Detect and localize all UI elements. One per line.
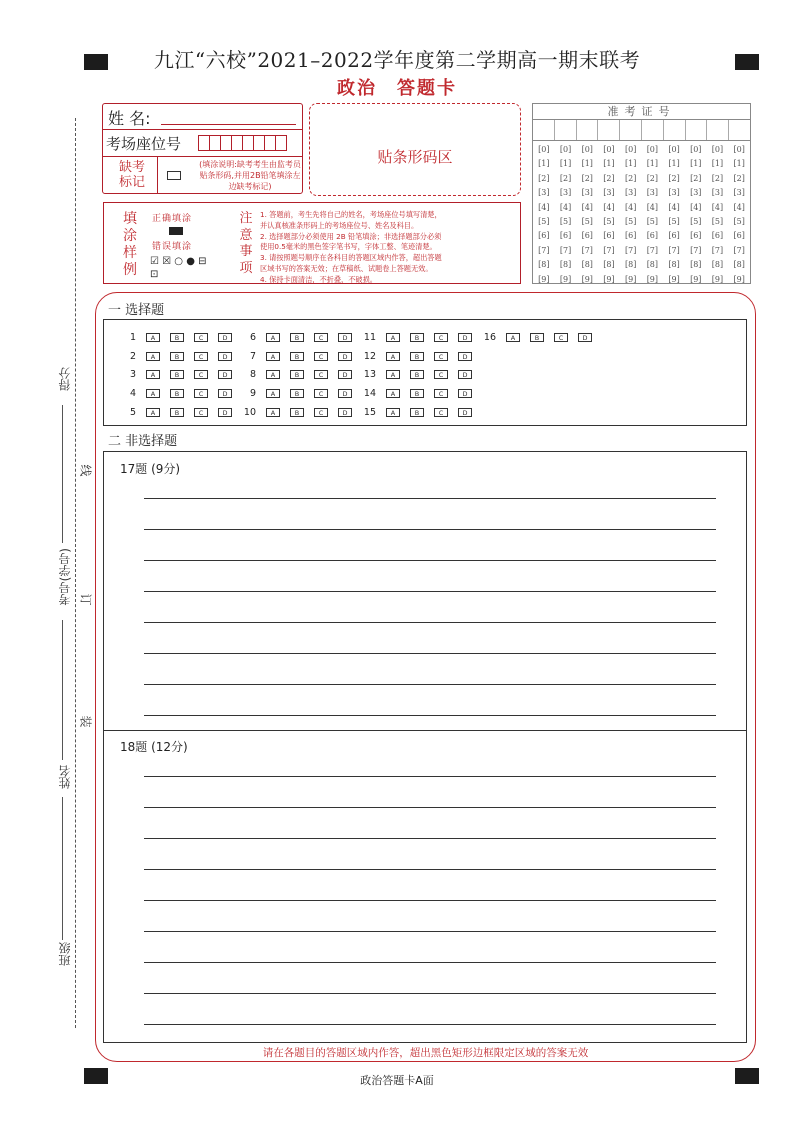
admission-digit-bubble[interactable]: [5] [581, 216, 593, 226]
option-bubble-a[interactable]: A [266, 333, 280, 342]
answer-line[interactable] [144, 776, 716, 777]
admission-digit-bubble[interactable]: [2] [624, 173, 637, 183]
question-number: 1 [129, 332, 136, 343]
option-bubble-d[interactable]: D [458, 408, 472, 417]
option-bubble-b[interactable]: B [410, 370, 424, 379]
admission-digit-bubble[interactable]: [2] [538, 173, 550, 183]
option-bubble-c[interactable]: C [314, 352, 328, 361]
admission-digit-bubble[interactable]: [8] [711, 260, 724, 270]
admission-column [598, 141, 620, 287]
answer-line[interactable] [144, 715, 716, 716]
option-bubble-b[interactable]: B [170, 370, 184, 379]
question-number: 6 [249, 332, 256, 343]
free-section-title: 二 非选择题 [108, 434, 178, 449]
answer-area-warning: 请在各题目的答题区域内作答，超出黑色矩形边框限定区域的答案无效 [262, 1047, 589, 1059]
answer-line[interactable] [144, 498, 716, 499]
admission-digit-bubble[interactable]: [5] [538, 216, 550, 226]
admission-digit-bubble[interactable]: [0] [581, 145, 593, 154]
admission-header: 准考证号 [533, 104, 750, 120]
admission-digit-bubble[interactable]: [2] [711, 173, 724, 183]
option-bubble-d[interactable]: D [458, 389, 472, 398]
admission-entry-cell[interactable] [686, 120, 708, 140]
question-number: 9 [249, 388, 256, 399]
admission-digit-bubble[interactable]: [6] [668, 231, 680, 241]
admission-digit-bubble[interactable]: [5] [603, 216, 615, 226]
option-bubble-c[interactable]: C [314, 370, 328, 379]
answer-line[interactable] [144, 529, 716, 530]
option-bubble-b[interactable]: B [530, 333, 544, 342]
admission-digit-bubble[interactable]: [0] [624, 145, 637, 154]
absent-label: 缺考标记 [118, 160, 145, 190]
fill-instructions [103, 202, 521, 284]
wrong-fill-samples: ☑ ☒ ○ ● ⊟ ⊡ [150, 256, 207, 280]
binding-name-label: 姓名 [58, 765, 72, 789]
admission-entry-cell[interactable] [642, 120, 664, 140]
option-bubble-c[interactable]: C [194, 352, 208, 361]
seal-char-bind: 订 [78, 593, 93, 606]
admission-entry-cell[interactable] [555, 120, 577, 140]
question-divider [104, 730, 746, 731]
admission-digit-bubble[interactable]: [9] [538, 274, 550, 284]
option-bubble-a[interactable]: A [146, 389, 160, 398]
admission-digit-bubble[interactable]: [0] [538, 145, 550, 154]
note-line: 使用0.5毫米的黑色签字笔书写，字体工整、笔迹清楚。 [260, 242, 437, 252]
option-bubble-d[interactable]: D [218, 389, 232, 398]
admission-digit-bubble[interactable]: [1] [603, 159, 615, 169]
admission-digit-bubble[interactable]: [4] [559, 202, 572, 212]
admission-digit-bubble[interactable]: [7] [538, 245, 550, 255]
class-label: 班级 [58, 942, 72, 966]
admission-digit-bubble[interactable]: [6] [581, 231, 593, 241]
option-bubble-d[interactable]: D [338, 408, 352, 417]
admission-digit-bubble[interactable]: [0] [668, 145, 680, 154]
question-number: 14 [363, 388, 376, 399]
admission-digit-bubble[interactable]: [1] [559, 159, 572, 169]
admission-entry-cell[interactable] [620, 120, 642, 140]
admission-digit-bubble[interactable]: [2] [559, 173, 572, 183]
answer-line[interactable] [144, 653, 716, 654]
admission-entry-row[interactable] [533, 120, 750, 140]
admission-digit-bubble[interactable]: [1] [581, 159, 593, 169]
admission-digit-bubble[interactable]: [4] [668, 202, 680, 212]
answer-line[interactable] [144, 622, 716, 623]
admission-digit-bubble[interactable]: [4] [538, 202, 550, 212]
admission-bubble-columns [533, 140, 750, 287]
admission-digit-bubble[interactable]: [4] [624, 202, 637, 212]
admission-digit-bubble[interactable]: [7] [646, 245, 659, 255]
admission-digit-bubble[interactable]: [9] [624, 274, 637, 284]
option-bubble-a[interactable]: A [146, 408, 160, 417]
option-bubble-d[interactable]: D [578, 333, 592, 342]
choice-section-title: 一 选择题 [108, 303, 165, 318]
admission-digit-bubble[interactable]: [2] [603, 173, 615, 183]
admission-digit-bubble[interactable]: [3] [581, 188, 593, 198]
option-bubble-a[interactable]: A [386, 352, 400, 361]
option-bubble-c[interactable]: C [314, 333, 328, 342]
admission-digit-bubble[interactable]: [5] [733, 216, 745, 226]
admission-digit-bubble[interactable]: [1] [624, 159, 637, 169]
seal-char-seal: 装 [78, 715, 93, 728]
name-field[interactable] [161, 124, 296, 125]
admission-digit-bubble[interactable]: [2] [668, 173, 680, 183]
notes-list [260, 210, 518, 286]
free-question-label: 17题 (9分) [120, 462, 181, 476]
admission-digit-bubble[interactable]: [2] [690, 173, 702, 183]
notes-tag: 注意事项 [239, 211, 253, 276]
page-caption: 政治答题卡A面 [360, 1074, 434, 1087]
student-info-box [102, 103, 303, 194]
admission-entry-cell[interactable] [729, 120, 750, 140]
admission-digit-bubble[interactable]: [9] [733, 274, 745, 284]
admission-digit-bubble[interactable]: [7] [711, 245, 724, 255]
free-question-label: 18题 (12分) [120, 740, 188, 754]
admission-digit-bubble[interactable]: [7] [603, 245, 615, 255]
admission-column [663, 141, 685, 287]
admission-digit-bubble[interactable]: [3] [559, 188, 572, 198]
question-number: 15 [363, 407, 376, 418]
seat-label: 考场座位号 [106, 135, 182, 153]
admission-digit-bubble[interactable]: [4] [581, 202, 593, 212]
admission-digit-bubble[interactable]: [5] [690, 216, 702, 226]
name-label: 姓 名: [108, 109, 151, 128]
option-bubble-b[interactable]: B [170, 389, 184, 398]
admission-column [533, 141, 555, 287]
option-bubble-a[interactable]: A [386, 408, 400, 417]
admission-column [707, 141, 729, 287]
answer-line[interactable] [144, 962, 716, 963]
option-bubble-d[interactable]: D [338, 352, 352, 361]
option-bubble-d[interactable]: D [338, 389, 352, 398]
barcode-area [309, 103, 521, 196]
option-bubble-a[interactable]: A [266, 370, 280, 379]
admission-column [685, 141, 707, 287]
admission-digit-bubble[interactable]: [3] [668, 188, 680, 198]
fill-sample-tag: 填涂样例 [123, 211, 137, 278]
note-line: 1. 答题前，考生先将自己的姓名，考场座位号填写清楚， [260, 210, 442, 219]
admission-digit-bubble[interactable]: [9] [668, 274, 680, 284]
option-bubble-a[interactable]: A [506, 333, 520, 342]
admission-digit-bubble[interactable]: [0] [646, 145, 659, 154]
binding-name-blank[interactable] [62, 797, 63, 940]
admission-digit-bubble[interactable]: [8] [559, 260, 572, 270]
option-bubble-a[interactable]: A [146, 333, 160, 342]
admission-digit-bubble[interactable]: [8] [646, 260, 659, 270]
admission-digit-bubble[interactable]: [3] [646, 188, 659, 198]
barcode-label: 贴条形码区 [377, 148, 453, 166]
admission-digit-bubble[interactable]: [7] [668, 245, 680, 255]
choice-answer-box [103, 319, 747, 426]
admission-digit-bubble[interactable]: [1] [646, 159, 659, 169]
admission-digit-bubble[interactable]: [0] [559, 145, 572, 154]
question-number: 12 [363, 351, 376, 362]
info-divider [103, 156, 302, 157]
option-bubble-b[interactable]: B [410, 352, 424, 361]
option-bubble-d[interactable]: D [458, 352, 472, 361]
admission-digit-bubble[interactable]: [9] [581, 274, 593, 284]
option-bubble-b[interactable]: B [410, 408, 424, 417]
admission-digit-bubble[interactable]: [9] [711, 274, 724, 284]
question-number: 7 [249, 351, 256, 362]
answer-line[interactable] [144, 838, 716, 839]
admission-digit-bubble[interactable]: [2] [581, 173, 593, 183]
admission-digit-bubble[interactable]: [6] [690, 231, 702, 241]
admission-digit-bubble[interactable]: [3] [690, 188, 702, 198]
answer-line[interactable] [144, 1024, 716, 1025]
option-bubble-a[interactable]: A [386, 389, 400, 398]
option-bubble-b[interactable]: B [170, 352, 184, 361]
option-bubble-c[interactable]: C [554, 333, 568, 342]
admission-digit-bubble[interactable]: [4] [711, 202, 724, 212]
admission-digit-bubble[interactable]: [4] [646, 202, 659, 212]
correct-fill-sample [169, 227, 183, 235]
admission-entry-cell[interactable] [577, 120, 599, 140]
admission-digit-bubble[interactable]: [6] [711, 231, 724, 241]
admission-column [642, 141, 664, 287]
option-bubble-c[interactable]: C [314, 389, 328, 398]
option-bubble-d[interactable]: D [218, 333, 232, 342]
option-bubble-c[interactable]: C [434, 333, 448, 342]
admission-digit-bubble[interactable]: [7] [733, 245, 745, 255]
question-number: 2 [129, 351, 136, 362]
admission-digit-bubble[interactable]: [0] [690, 145, 702, 154]
admission-digit-bubble[interactable]: [0] [711, 145, 724, 154]
admission-digit-bubble[interactable]: [8] [668, 260, 680, 270]
admission-digit-bubble[interactable]: [9] [690, 274, 702, 284]
option-bubble-b[interactable]: B [410, 389, 424, 398]
answer-line[interactable] [144, 931, 716, 932]
admission-digit-bubble[interactable]: [8] [624, 260, 637, 270]
absent-note: (填涂说明:缺考考生由监考员贴条形码,并用2B铅笔填涂左边缺考标记) [199, 160, 301, 191]
option-bubble-c[interactable]: C [194, 389, 208, 398]
admission-digit-bubble[interactable]: [8] [690, 260, 702, 270]
seal-char-line: 线 [78, 464, 93, 477]
admission-digit-bubble[interactable]: [7] [581, 245, 593, 255]
absent-checkbox[interactable] [167, 171, 181, 180]
admission-entry-cell[interactable] [707, 120, 729, 140]
admission-entry-cell[interactable] [533, 120, 555, 140]
question-number: 5 [129, 407, 136, 418]
option-bubble-c[interactable]: C [194, 333, 208, 342]
admission-digit-bubble[interactable]: [5] [668, 216, 680, 226]
question-number: 4 [129, 388, 136, 399]
answer-line[interactable] [144, 591, 716, 592]
correct-fill-label: 正确填涂 [152, 214, 193, 224]
admission-digit-bubble[interactable]: [3] [603, 188, 615, 198]
option-bubble-d[interactable]: D [218, 408, 232, 417]
admission-digit-bubble[interactable]: [4] [733, 202, 745, 212]
admission-digit-bubble[interactable]: [9] [603, 274, 615, 284]
option-bubble-a[interactable]: A [266, 389, 280, 398]
admission-digit-bubble[interactable]: [4] [690, 202, 702, 212]
admission-digit-bubble[interactable]: [4] [603, 202, 615, 212]
score-label: 得分 [58, 367, 72, 391]
option-bubble-b[interactable]: B [410, 333, 424, 342]
admission-digit-bubble[interactable]: [5] [624, 216, 637, 226]
info-divider [103, 129, 302, 130]
admission-column [576, 141, 598, 287]
option-bubble-d[interactable]: D [338, 370, 352, 379]
option-bubble-d[interactable]: D [458, 333, 472, 342]
admission-digit-bubble[interactable]: [6] [624, 231, 637, 241]
admission-digit-bubble[interactable]: [1] [538, 159, 550, 169]
option-bubble-a[interactable]: A [146, 370, 160, 379]
question-number: 3 [129, 369, 136, 380]
option-bubble-a[interactable]: A [266, 408, 280, 417]
score-blank[interactable] [62, 405, 63, 543]
admission-digit-bubble[interactable]: [2] [733, 173, 745, 183]
note-line: 区域书写的答案无效；在草稿纸、试题卷上答题无效。 [260, 263, 433, 273]
admission-digit-bubble[interactable]: [9] [646, 274, 659, 284]
student-number-blank[interactable] [62, 620, 63, 760]
option-bubble-d[interactable]: D [218, 352, 232, 361]
option-bubble-a[interactable]: A [146, 352, 160, 361]
admission-digit-bubble[interactable]: [8] [538, 260, 550, 270]
admission-column [555, 141, 577, 287]
answer-line[interactable] [144, 900, 716, 901]
option-bubble-d[interactable]: D [218, 370, 232, 379]
option-bubble-a[interactable]: A [266, 352, 280, 361]
option-bubble-d[interactable]: D [458, 370, 472, 379]
admission-digit-bubble[interactable]: [1] [733, 159, 745, 169]
admission-digit-bubble[interactable]: [0] [733, 145, 745, 154]
option-bubble-a[interactable]: A [386, 333, 400, 342]
admission-digit-bubble[interactable]: [0] [603, 145, 615, 154]
admission-column [620, 141, 642, 287]
admission-digit-bubble[interactable]: [6] [559, 231, 572, 241]
admission-digit-bubble[interactable]: [1] [690, 159, 702, 169]
option-bubble-b[interactable]: B [290, 352, 304, 361]
option-bubble-c[interactable]: C [434, 389, 448, 398]
admission-entry-cell[interactable] [664, 120, 686, 140]
option-bubble-d[interactable]: D [338, 333, 352, 342]
wrong-fill-label: 错误填涂 [152, 242, 193, 252]
admission-digit-bubble[interactable]: [1] [668, 159, 680, 169]
binding-cut-line [75, 118, 76, 1028]
option-bubble-c[interactable]: C [434, 408, 448, 417]
admission-digit-bubble[interactable]: [3] [733, 188, 745, 198]
admission-number-grid [532, 103, 751, 284]
admission-digit-bubble[interactable]: [8] [603, 260, 615, 270]
option-bubble-c[interactable]: C [434, 352, 448, 361]
admission-digit-bubble[interactable]: [8] [733, 260, 745, 270]
answer-line[interactable] [144, 993, 716, 994]
admission-digit-bubble[interactable]: [6] [733, 231, 745, 241]
option-bubble-b[interactable]: B [170, 408, 184, 417]
option-bubble-c[interactable]: C [194, 370, 208, 379]
absent-divider [157, 156, 158, 194]
option-bubble-b[interactable]: B [290, 408, 304, 417]
option-bubble-c[interactable]: C [434, 370, 448, 379]
exam-title: 九江“六校”2021–2022学年度第二学期高一期末联考 [153, 48, 641, 72]
note-line: 2. 选择题部分必须使用 2B 铅笔填涂；非选择题部分必须 [260, 231, 442, 241]
admission-digit-bubble[interactable]: [6] [646, 231, 659, 241]
admission-digit-bubble[interactable]: [5] [711, 216, 724, 226]
option-bubble-b[interactable]: B [290, 370, 304, 379]
admission-digit-bubble[interactable]: [3] [711, 188, 724, 198]
admission-digit-bubble[interactable]: [2] [646, 173, 659, 183]
free-answer-box [103, 451, 747, 1043]
admission-digit-bubble[interactable]: [7] [559, 245, 572, 255]
option-bubble-c[interactable]: C [314, 408, 328, 417]
card-subtitle: 政治 答题卡 [337, 78, 457, 99]
admission-column [728, 141, 750, 287]
admission-digit-bubble[interactable]: [6] [538, 231, 550, 241]
question-number: 16 [483, 332, 496, 343]
seat-number-field[interactable] [198, 135, 286, 151]
option-bubble-a[interactable]: A [386, 370, 400, 379]
admission-digit-bubble[interactable]: [1] [711, 159, 724, 169]
option-bubble-b[interactable]: B [290, 333, 304, 342]
answer-line[interactable] [144, 807, 716, 808]
option-bubble-b[interactable]: B [170, 333, 184, 342]
option-bubble-b[interactable]: B [290, 389, 304, 398]
student-number-label: 考号(学号) [58, 548, 72, 606]
admission-digit-bubble[interactable]: [5] [559, 216, 572, 226]
question-number: 8 [249, 369, 256, 380]
answer-line[interactable] [144, 684, 716, 685]
question-number: 13 [363, 369, 376, 380]
option-bubble-c[interactable]: C [194, 408, 208, 417]
note-line: 4. 保持卡面清洁，不折叠，不破损。 [260, 274, 377, 284]
admission-digit-bubble[interactable]: [8] [581, 260, 593, 270]
admission-digit-bubble[interactable]: [5] [646, 216, 659, 226]
answer-line[interactable] [144, 869, 716, 870]
question-number: 11 [363, 332, 376, 343]
admission-digit-bubble[interactable]: [6] [603, 231, 615, 241]
admission-digit-bubble[interactable]: [7] [624, 245, 637, 255]
admission-entry-cell[interactable] [598, 120, 620, 140]
answer-line[interactable] [144, 560, 716, 561]
admission-digit-bubble[interactable]: [7] [690, 245, 702, 255]
admission-digit-bubble[interactable]: [9] [559, 274, 572, 284]
admission-digit-bubble[interactable]: [3] [538, 188, 550, 198]
admission-digit-bubble[interactable]: [3] [624, 188, 637, 198]
question-number: 10 [243, 407, 256, 418]
note-line: 3. 请按照题号顺序在各科目的答题区域内作答，超出答题 [260, 253, 442, 263]
note-line: 并认真核准条形码上的考场座位号、姓名及科目。 [260, 220, 419, 230]
